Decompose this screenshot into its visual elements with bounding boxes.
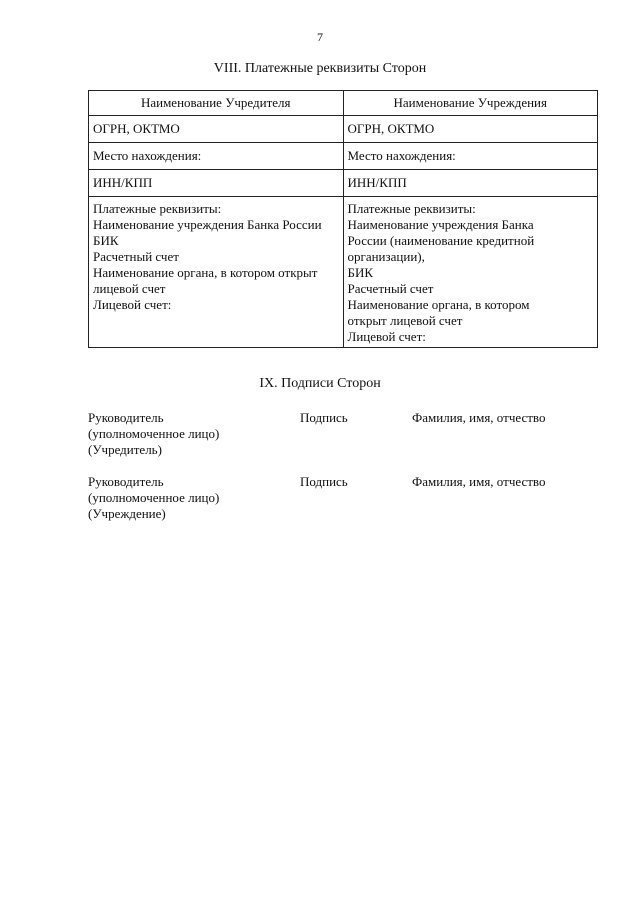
payment-line: Лицевой счет:	[347, 329, 426, 344]
payment-line: БИК	[347, 265, 374, 280]
column-header-founder: Наименование Учредителя	[89, 91, 344, 116]
table-row	[89, 116, 598, 143]
payment-line: Наименование учреждения Банка России	[93, 217, 322, 232]
table-header-row	[89, 91, 598, 116]
payment-line: Расчетный счет	[93, 249, 179, 264]
full-name-label: Фамилия, имя, отчество	[412, 410, 546, 425]
signer-role	[88, 474, 288, 522]
signer-role-line: Руководитель	[88, 474, 164, 489]
section-title-signatures: IX. Подписи Сторон	[259, 376, 381, 391]
payment-line: Платежные реквизиты:	[347, 201, 476, 216]
payment-details-institution	[343, 197, 598, 348]
column-header-institution: Наименование Учреждения	[343, 91, 598, 116]
signer-role-line: Руководитель	[88, 410, 164, 425]
section-title-payment-details: VIII. Платежные реквизиты Сторон	[213, 61, 427, 76]
table-cell: ОГРН, ОКТМО	[343, 116, 598, 143]
payment-line: Наименование органа, в котором	[347, 297, 530, 312]
table-row-payment	[89, 197, 598, 348]
signer-role-line: (Учредитель)	[88, 442, 162, 457]
signer-role-line: (Учреждение)	[88, 506, 166, 521]
payment-line: Наименование учреждения Банка	[347, 217, 534, 232]
signer-role-line: (уполномоченное лицо)	[88, 490, 220, 505]
payment-line: Наименование органа, в котором открыт	[93, 265, 318, 280]
payment-line: открыт лицевой счет	[347, 313, 463, 328]
payment-line: организации),	[347, 249, 425, 264]
payment-line: Лицевой счет:	[93, 297, 172, 312]
payment-line: лицевой счет	[93, 281, 166, 296]
table-row	[89, 143, 598, 170]
payment-line: БИК	[93, 233, 119, 248]
payment-line: Расчетный счет	[347, 281, 434, 296]
page-number: 7	[317, 30, 323, 44]
table-cell: ИНН/КПП	[89, 170, 344, 197]
signer-role	[88, 410, 288, 458]
table-cell: ОГРН, ОКТМО	[89, 116, 344, 143]
payment-details-table	[88, 90, 598, 348]
signer-role-line: (уполномоченное лицо)	[88, 426, 220, 441]
full-name-label: Фамилия, имя, отчество	[412, 474, 546, 489]
table-row	[89, 170, 598, 197]
signature-label: Подпись	[300, 474, 348, 489]
table-cell: Место нахождения:	[89, 143, 344, 170]
payment-line: России (наименование кредитной	[347, 233, 535, 248]
table-cell: ИНН/КПП	[343, 170, 598, 197]
payment-details-founder	[89, 197, 344, 348]
signature-label: Подпись	[300, 410, 348, 425]
payment-line: Платежные реквизиты:	[93, 201, 222, 216]
table-cell: Место нахождения:	[343, 143, 598, 170]
